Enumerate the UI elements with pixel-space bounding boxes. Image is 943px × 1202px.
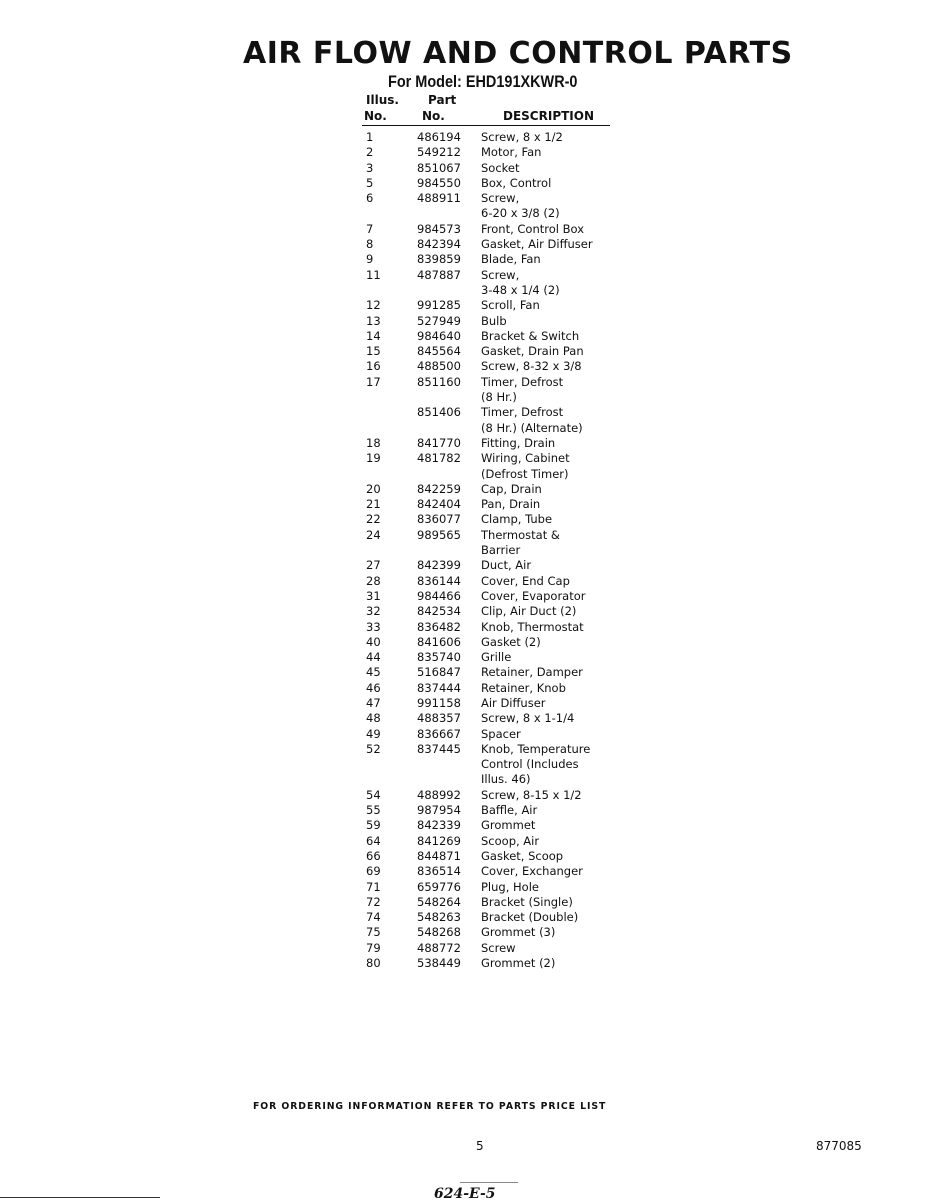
description: Screw, 8 x 1-1/4 — [481, 711, 575, 726]
illus-number: 59 — [366, 818, 381, 833]
illus-number: 31 — [366, 588, 381, 603]
page-number: 5 — [476, 1139, 484, 1153]
illus-number: 44 — [366, 650, 381, 665]
illus-number: 40 — [366, 634, 381, 649]
illus-number: 1 — [366, 130, 374, 144]
description: Box, Control — [481, 175, 552, 190]
illus-number: 20 — [366, 481, 381, 496]
header-part-line1: Part — [428, 93, 457, 107]
scan-edge-line — [0, 1197, 160, 1198]
table-row — [362, 497, 622, 512]
table-row — [362, 681, 622, 696]
part-number: 487887 — [417, 267, 461, 282]
table-row — [362, 359, 622, 374]
part-number: 991285 — [417, 298, 461, 313]
illus-number: 45 — [366, 665, 381, 680]
description: Screw, 8 x 1/2 — [481, 130, 563, 144]
part-number: 488992 — [417, 787, 461, 802]
table-row — [362, 788, 622, 803]
part-number: 851160 — [417, 374, 461, 389]
illus-number: 32 — [366, 604, 381, 619]
header-illus-line2: No. — [364, 109, 387, 123]
description: Scroll, Fan — [481, 298, 540, 313]
table-row — [362, 880, 622, 895]
table-row — [362, 604, 622, 619]
description: (Defrost Timer) — [481, 466, 569, 481]
part-number: 851406 — [417, 405, 461, 420]
description: 3-48 x 1/4 (2) — [481, 282, 560, 297]
part-number: 836144 — [417, 573, 461, 588]
description: Front, Control Box — [481, 221, 585, 236]
description: Grille — [481, 650, 512, 665]
illus-number: 16 — [366, 359, 381, 374]
table-row — [362, 314, 622, 329]
part-number: 845564 — [417, 344, 461, 359]
description: Timer, Defrost — [481, 405, 564, 420]
description: Pan, Drain — [481, 497, 541, 512]
description: Barrier — [481, 543, 521, 558]
description: Plug, Hole — [481, 879, 539, 894]
part-number: 839859 — [417, 252, 461, 267]
description: Cover, End Cap — [481, 573, 570, 588]
part-number: 527949 — [417, 313, 461, 328]
part-number: 836514 — [417, 864, 461, 879]
part-number: 488500 — [417, 359, 461, 374]
illus-number: 7 — [366, 221, 374, 236]
table-row — [362, 176, 622, 191]
illus-number: 80 — [366, 956, 381, 971]
description: Motor, Fan — [481, 145, 542, 160]
table-row-continuation — [362, 421, 622, 436]
description: Bulb — [481, 313, 507, 328]
part-number: 835740 — [417, 650, 461, 665]
description: Control (Includes — [481, 757, 579, 772]
illus-number: 48 — [366, 711, 381, 726]
description: Gasket, Drain Pan — [481, 344, 584, 359]
description: Knob, Temperature — [481, 741, 591, 756]
illus-number: 15 — [366, 344, 381, 359]
illus-number: 75 — [366, 925, 381, 940]
description: Retainer, Knob — [481, 680, 566, 695]
table-row — [362, 589, 622, 604]
part-number: 836667 — [417, 726, 461, 741]
header-illus-line1: Illus. — [366, 93, 399, 107]
description: Air Diffuser — [481, 695, 546, 710]
illus-number: 22 — [366, 512, 381, 527]
table-row — [362, 191, 622, 206]
part-number: 841770 — [417, 435, 461, 450]
table-row — [362, 298, 622, 313]
part-number: 516847 — [417, 665, 461, 680]
table-row — [362, 329, 622, 344]
illus-number: 28 — [366, 573, 381, 588]
table-row — [362, 405, 622, 420]
table-row — [362, 222, 622, 237]
table-row — [362, 834, 622, 849]
illus-number: 33 — [366, 619, 381, 634]
part-number: 844871 — [417, 848, 461, 863]
illus-number: 2 — [366, 145, 374, 160]
table-row — [362, 375, 622, 390]
part-number: 984550 — [417, 175, 461, 190]
table-row-continuation — [362, 772, 622, 787]
description: Clip, Air Duct (2) — [481, 604, 577, 619]
description: Bracket (Single) — [481, 894, 573, 909]
ordering-note: FOR ORDERING INFORMATION REFER TO PARTS PRICE LIST — [253, 1101, 607, 1112]
illus-number: 72 — [366, 894, 381, 909]
illus-number: 79 — [366, 940, 381, 955]
part-number: 549212 — [417, 145, 461, 160]
illus-number: 14 — [366, 328, 381, 343]
part-number: 991158 — [417, 695, 461, 710]
description: Screw, 8-32 x 3/8 — [481, 359, 582, 374]
description: (8 Hr.) (Alternate) — [481, 420, 583, 435]
part-number: 837444 — [417, 680, 461, 695]
part-number: 984466 — [417, 588, 461, 603]
page-title: AIR FLOW AND CONTROL PARTS — [243, 36, 793, 71]
description: Baffle, Air — [481, 803, 538, 818]
table-row — [362, 665, 622, 680]
description: Timer, Defrost — [481, 374, 564, 389]
part-number: 481782 — [417, 451, 461, 466]
part-number: 842404 — [417, 497, 461, 512]
description: Fitting, Drain — [481, 435, 556, 450]
part-number: 548264 — [417, 894, 461, 909]
description: Duct, Air — [481, 558, 532, 573]
description: Screw, — [481, 267, 520, 282]
table-row-continuation — [362, 757, 622, 772]
illus-number: 71 — [366, 879, 381, 894]
description: Cap, Drain — [481, 481, 542, 496]
description: Cover, Exchanger — [481, 864, 583, 879]
table-row — [362, 711, 622, 726]
part-number: 486194 — [417, 130, 461, 144]
illus-number: 27 — [366, 558, 381, 573]
part-number: 842534 — [417, 604, 461, 619]
part-number: 841606 — [417, 634, 461, 649]
illus-number: 6 — [366, 191, 374, 206]
table-row — [362, 512, 622, 527]
part-number: 837445 — [417, 741, 461, 756]
table-row — [362, 620, 622, 635]
part-number: 548268 — [417, 925, 461, 940]
handwriting-underline — [460, 1182, 518, 1183]
table-row — [362, 956, 622, 971]
part-number: 842399 — [417, 558, 461, 573]
part-number: 987954 — [417, 803, 461, 818]
table-row — [362, 130, 622, 145]
handwritten-note: 624-E-5 — [434, 1186, 496, 1202]
part-number: 984640 — [417, 328, 461, 343]
table-row — [362, 145, 622, 160]
illus-number: 64 — [366, 833, 381, 848]
description: Screw — [481, 940, 516, 955]
table-row — [362, 742, 622, 757]
description: Illus. 46) — [481, 772, 531, 787]
illus-number: 46 — [366, 680, 381, 695]
description: Scoop, Air — [481, 833, 540, 848]
table-row — [362, 818, 622, 833]
illus-number: 3 — [366, 160, 374, 175]
description: Screw, 8-15 x 1/2 — [481, 787, 582, 802]
illus-number: 8 — [366, 237, 374, 252]
header-rule — [362, 125, 610, 126]
table-row — [362, 696, 622, 711]
table-row-continuation — [362, 543, 622, 558]
illus-number: 49 — [366, 726, 381, 741]
illus-number: 19 — [366, 451, 381, 466]
part-number: 488911 — [417, 191, 461, 206]
illus-number: 66 — [366, 848, 381, 863]
illus-number: 11 — [366, 267, 381, 282]
table-row-continuation — [362, 283, 622, 298]
description: Gasket (2) — [481, 634, 541, 649]
part-number: 538449 — [417, 956, 461, 971]
table-row — [362, 803, 622, 818]
description: 6-20 x 3/8 (2) — [481, 206, 560, 221]
illus-number: 74 — [366, 910, 381, 925]
description: Clamp, Tube — [481, 512, 553, 527]
part-number: 836482 — [417, 619, 461, 634]
description: Grommet (3) — [481, 925, 556, 940]
illus-number: 52 — [366, 741, 381, 756]
table-row — [362, 635, 622, 650]
description: Screw, — [481, 191, 520, 206]
table-row — [362, 650, 622, 665]
description: Knob, Thermostat — [481, 619, 584, 634]
table-row — [362, 528, 622, 543]
table-row — [362, 925, 622, 940]
part-number: 659776 — [417, 879, 461, 894]
table-row — [362, 941, 622, 956]
illus-number: 13 — [366, 313, 381, 328]
description: Gasket, Air Diffuser — [481, 237, 593, 252]
table-row — [362, 864, 622, 879]
description: Bracket (Double) — [481, 910, 579, 925]
table-row — [362, 344, 622, 359]
description: Cover, Evaporator — [481, 588, 586, 603]
table-row — [362, 436, 622, 451]
part-number: 842394 — [417, 237, 461, 252]
part-number: 989565 — [417, 527, 461, 542]
description: Bracket & Switch — [481, 328, 580, 343]
header-description: DESCRIPTION — [503, 109, 595, 123]
parts-table — [362, 130, 622, 971]
part-number: 488772 — [417, 940, 461, 955]
description: (8 Hr.) — [481, 390, 517, 405]
illus-number: 5 — [366, 175, 374, 190]
part-number: 842339 — [417, 818, 461, 833]
part-number: 842259 — [417, 481, 461, 496]
illus-number: 54 — [366, 787, 381, 802]
description: Gasket, Scoop — [481, 848, 564, 863]
table-row — [362, 558, 622, 573]
illus-number: 47 — [366, 695, 381, 710]
description: Socket — [481, 160, 520, 175]
illus-number: 21 — [366, 497, 381, 512]
description: Spacer — [481, 726, 521, 741]
table-row-continuation — [362, 390, 622, 405]
illus-number: 12 — [366, 298, 381, 313]
description: Retainer, Damper — [481, 665, 583, 680]
description: Grommet — [481, 818, 536, 833]
table-row-continuation — [362, 206, 622, 221]
table-row — [362, 849, 622, 864]
illus-number: 9 — [366, 252, 374, 267]
document-number: 877085 — [816, 1139, 862, 1153]
table-row-continuation — [362, 467, 622, 482]
description: Blade, Fan — [481, 252, 541, 267]
table-row — [362, 482, 622, 497]
description: Wiring, Cabinet — [481, 451, 570, 466]
table-row — [362, 574, 622, 589]
table-row — [362, 268, 622, 283]
illus-number: 55 — [366, 803, 381, 818]
table-row — [362, 451, 622, 466]
illus-number: 18 — [366, 435, 381, 450]
illus-number: 24 — [366, 527, 381, 542]
table-row — [362, 237, 622, 252]
model-subtitle: For Model: EHD191XKWR-0 — [388, 72, 578, 91]
table-row — [362, 895, 622, 910]
header-part-line2: No. — [422, 109, 445, 123]
illus-number: 17 — [366, 374, 381, 389]
description: Thermostat & — [481, 527, 560, 542]
part-number: 548263 — [417, 910, 461, 925]
table-row — [362, 252, 622, 267]
part-number: 851067 — [417, 160, 461, 175]
table-row — [362, 161, 622, 176]
description: Grommet (2) — [481, 956, 556, 971]
part-number: 841269 — [417, 833, 461, 848]
part-number: 488357 — [417, 711, 461, 726]
table-row — [362, 910, 622, 925]
part-number: 984573 — [417, 221, 461, 236]
part-number: 836077 — [417, 512, 461, 527]
illus-number: 69 — [366, 864, 381, 879]
table-row — [362, 727, 622, 742]
